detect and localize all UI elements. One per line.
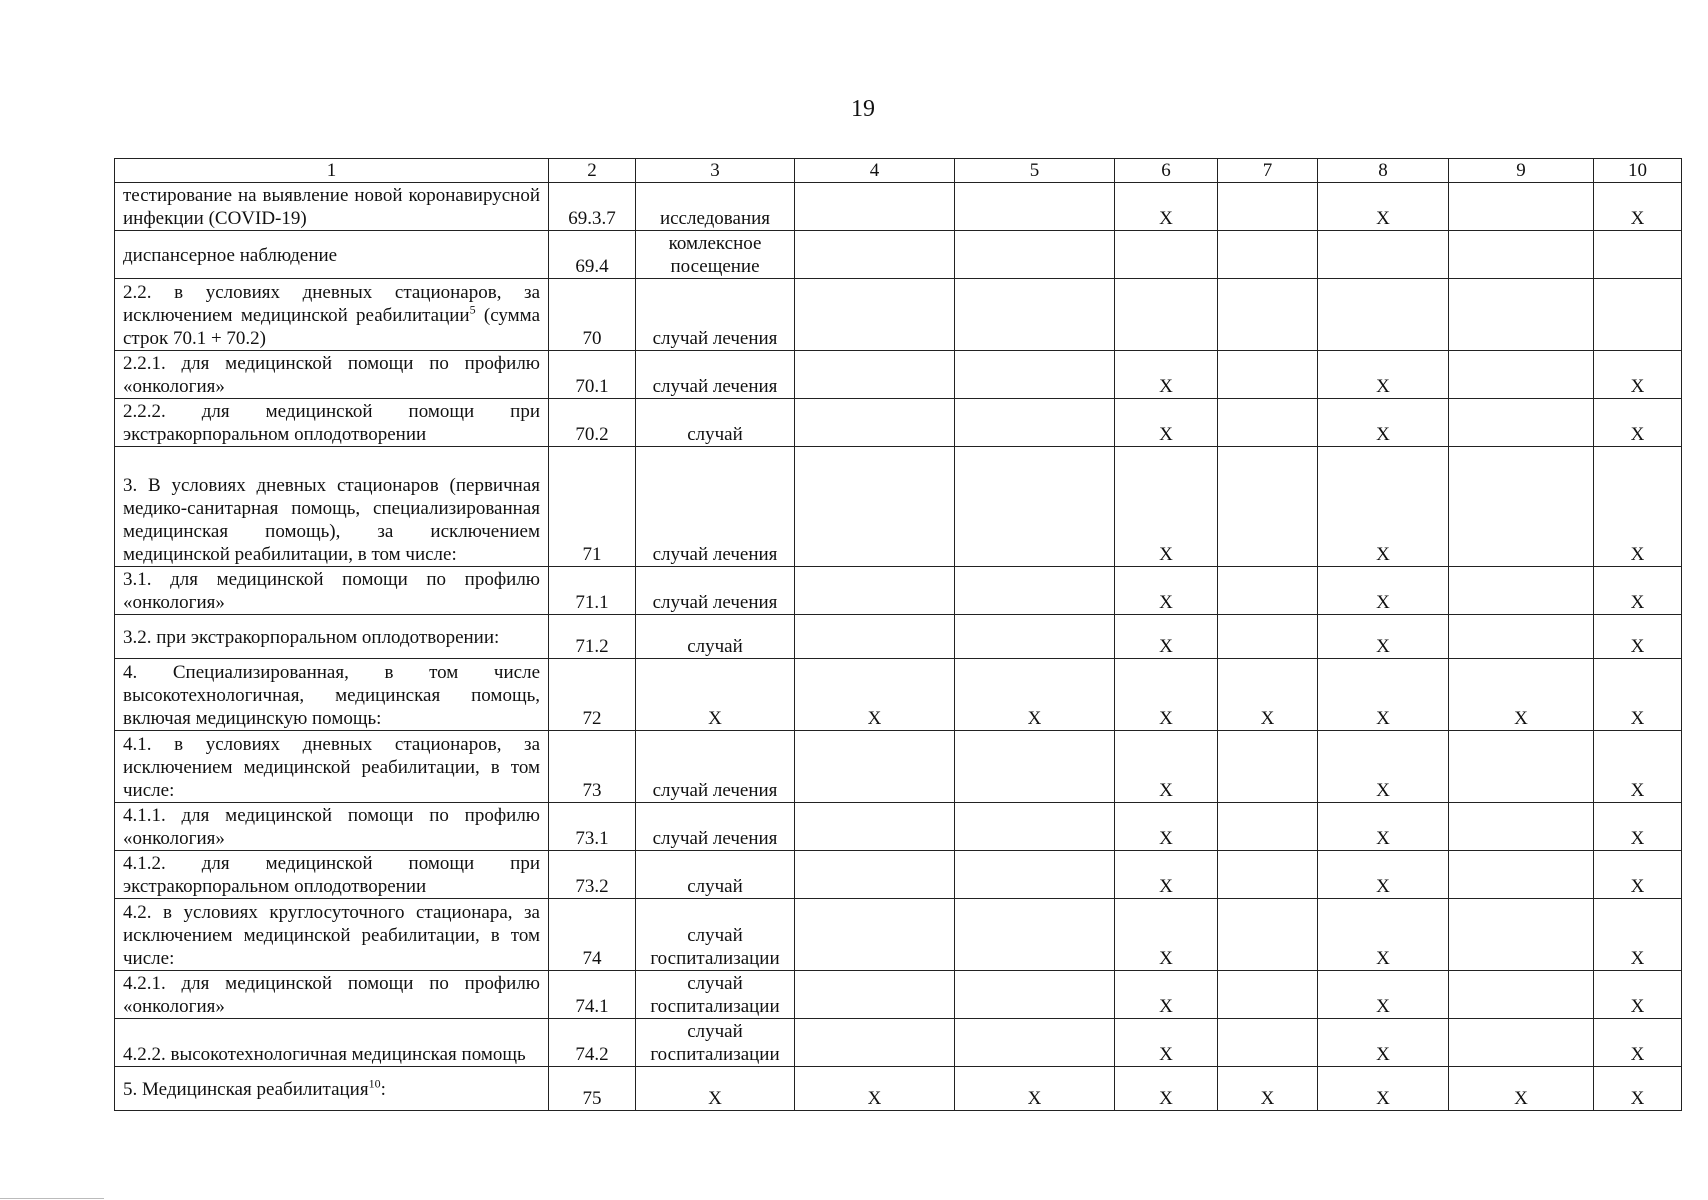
cell-col4: X	[795, 1067, 955, 1111]
row-code: 70.2	[549, 399, 636, 447]
cell-col5	[955, 231, 1115, 279]
header-cell: 7	[1218, 159, 1318, 183]
table-body	[115, 183, 1682, 1111]
header-cell: 4	[795, 159, 955, 183]
cell-col9	[1449, 1019, 1594, 1067]
cell-col8: X	[1318, 615, 1449, 659]
table-row	[115, 615, 1682, 659]
cell-col5	[955, 1019, 1115, 1067]
row-unit: комлексное посещение	[636, 231, 795, 279]
cell-col10: X	[1594, 447, 1682, 567]
cell-col7	[1218, 183, 1318, 231]
cell-col9	[1449, 351, 1594, 399]
cell-col8: X	[1318, 731, 1449, 803]
row-name: диспансерное наблюдение	[115, 231, 549, 279]
margin-mark	[0, 1198, 104, 1199]
row-code: 70.1	[549, 351, 636, 399]
row-name: 3.1. для медицинской помощи по профилю «онкология»	[115, 567, 549, 615]
row-code: 69.4	[549, 231, 636, 279]
cell-col7	[1218, 971, 1318, 1019]
cell-col7	[1218, 447, 1318, 567]
cell-col5	[955, 803, 1115, 851]
cell-col5: X	[955, 1067, 1115, 1111]
cell-col5	[955, 731, 1115, 803]
row-unit: случай госпитализации	[636, 971, 795, 1019]
cell-col7	[1218, 399, 1318, 447]
cell-col9	[1449, 615, 1594, 659]
cell-col6: X	[1115, 1019, 1218, 1067]
cell-col7	[1218, 351, 1318, 399]
cell-col6: X	[1115, 183, 1218, 231]
cell-col10: X	[1594, 399, 1682, 447]
cell-col10: X	[1594, 183, 1682, 231]
cell-col7	[1218, 615, 1318, 659]
cell-col7	[1218, 567, 1318, 615]
header-row	[115, 159, 1682, 183]
cell-col5: X	[955, 659, 1115, 731]
cell-col8: X	[1318, 899, 1449, 971]
cell-col6: X	[1115, 971, 1218, 1019]
table-row	[115, 183, 1682, 231]
cell-col9: X	[1449, 1067, 1594, 1111]
footnote-marker: 5	[469, 302, 476, 317]
cell-col9	[1449, 567, 1594, 615]
cell-col6	[1115, 231, 1218, 279]
cell-col9	[1449, 803, 1594, 851]
cell-col9	[1449, 231, 1594, 279]
cell-col8: X	[1318, 1019, 1449, 1067]
row-name-text: 2.2. в условиях дневных стационаров, за исключением медицинской реабилитации	[123, 282, 540, 326]
table-row	[115, 659, 1682, 731]
row-name: 4.1.1. для медицинской помощи по профилю «онкология»	[115, 803, 549, 851]
cell-col4	[795, 399, 955, 447]
row-unit: случай	[636, 399, 795, 447]
cell-col9	[1449, 971, 1594, 1019]
cell-col10: X	[1594, 567, 1682, 615]
cell-col5	[955, 399, 1115, 447]
cell-col4	[795, 279, 955, 351]
cell-col5	[955, 279, 1115, 351]
cell-col10: X	[1594, 659, 1682, 731]
cell-col7	[1218, 231, 1318, 279]
cell-col4	[795, 351, 955, 399]
table-row	[115, 899, 1682, 971]
cell-col4	[795, 971, 955, 1019]
row-code: 72	[549, 659, 636, 731]
cell-col5	[955, 851, 1115, 899]
header-cell: 9	[1449, 159, 1594, 183]
cell-col9	[1449, 899, 1594, 971]
cell-col8	[1318, 279, 1449, 351]
table-row	[115, 1067, 1682, 1111]
cell-col6: X	[1115, 1067, 1218, 1111]
row-name: 4.2.2. высокотехнологичная медицинская помощь	[115, 1019, 549, 1067]
cell-col5	[955, 899, 1115, 971]
table-header	[115, 159, 1682, 183]
cell-col6: X	[1115, 447, 1218, 567]
row-name-tail: (сумма строк 70.1 + 70.2)	[123, 305, 540, 349]
header-cell: 8	[1318, 159, 1449, 183]
row-unit: случай госпитализации	[636, 899, 795, 971]
row-code: 73.2	[549, 851, 636, 899]
row-name: 4.2. в условиях круглосуточного стационара, за исключением медицинской реабилитации, в том числе:	[115, 899, 549, 971]
cell-col7	[1218, 279, 1318, 351]
cell-col7	[1218, 851, 1318, 899]
table-row	[115, 1019, 1682, 1067]
row-name: 2.2.1. для медицинской помощи по профилю «онкология»	[115, 351, 549, 399]
table-row	[115, 447, 1682, 567]
cell-col4	[795, 447, 955, 567]
row-code: 74.1	[549, 971, 636, 1019]
cell-col8: X	[1318, 971, 1449, 1019]
row-code: 73.1	[549, 803, 636, 851]
table-row	[115, 851, 1682, 899]
cell-col6: X	[1115, 659, 1218, 731]
row-name: 4. Специализированная, в том числе высокотехнологичная, медицинская помощь, включая медицинскую помощь:	[115, 659, 549, 731]
cell-col10: X	[1594, 615, 1682, 659]
row-unit: случай лечения	[636, 351, 795, 399]
row-code: 74.2	[549, 1019, 636, 1067]
cell-col6: X	[1115, 351, 1218, 399]
cell-col7: X	[1218, 1067, 1318, 1111]
table-row	[115, 231, 1682, 279]
header-cell: 3	[636, 159, 795, 183]
cell-col10: X	[1594, 899, 1682, 971]
cell-col5	[955, 615, 1115, 659]
cell-col10	[1594, 231, 1682, 279]
row-code: 75	[549, 1067, 636, 1111]
row-name: 3. В условиях дневных стационаров (первичная медико-санитарная помощь, специализированная медицинская помощь), за исключением медицинской реабилитации, в том числе:	[115, 447, 549, 567]
cell-col9	[1449, 183, 1594, 231]
header-cell: 5	[955, 159, 1115, 183]
row-unit: X	[636, 1067, 795, 1111]
header-cell: 6	[1115, 159, 1218, 183]
row-unit: случай лечения	[636, 279, 795, 351]
cell-col8: X	[1318, 567, 1449, 615]
header-cell: 1	[115, 159, 549, 183]
row-name: 4.1.2. для медицинской помощи при экстракорпоральном оплодотворении	[115, 851, 549, 899]
cell-col9: X	[1449, 659, 1594, 731]
cell-col6	[1115, 279, 1218, 351]
cell-col8: X	[1318, 659, 1449, 731]
cell-col6: X	[1115, 851, 1218, 899]
row-unit: исследования	[636, 183, 795, 231]
table-row	[115, 399, 1682, 447]
cell-col6: X	[1115, 899, 1218, 971]
cell-col10: X	[1594, 851, 1682, 899]
cell-col5	[955, 351, 1115, 399]
row-unit: случай лечения	[636, 731, 795, 803]
cell-col10: X	[1594, 803, 1682, 851]
cell-col8: X	[1318, 851, 1449, 899]
row-unit: случай лечения	[636, 803, 795, 851]
cell-col6: X	[1115, 567, 1218, 615]
row-name: 4.1. в условиях дневных стационаров, за исключением медицинской реабилитации, в том числе:	[115, 731, 549, 803]
cell-col10: X	[1594, 1067, 1682, 1111]
table-row	[115, 279, 1682, 351]
cell-col9	[1449, 447, 1594, 567]
cell-col8: X	[1318, 447, 1449, 567]
cell-col8	[1318, 231, 1449, 279]
cell-col9	[1449, 399, 1594, 447]
row-unit: случай	[636, 851, 795, 899]
cell-col8: X	[1318, 183, 1449, 231]
cell-col10: X	[1594, 1019, 1682, 1067]
cell-col4	[795, 183, 955, 231]
row-name-tail: :	[380, 1078, 386, 1100]
table-row	[115, 731, 1682, 803]
row-name	[115, 1067, 549, 1111]
row-name	[115, 279, 549, 351]
cell-col6: X	[1115, 731, 1218, 803]
cell-col6: X	[1115, 399, 1218, 447]
cell-col7: X	[1218, 659, 1318, 731]
cell-col6: X	[1115, 803, 1218, 851]
cell-col4	[795, 1019, 955, 1067]
cell-col8: X	[1318, 1067, 1449, 1111]
page-number: 19	[851, 96, 875, 122]
row-name: 3.2. при экстракорпоральном оплодотворении:	[115, 615, 549, 659]
cell-col8: X	[1318, 399, 1449, 447]
cell-col4	[795, 567, 955, 615]
data-table	[114, 158, 1682, 1111]
table-row	[115, 971, 1682, 1019]
table-row	[115, 351, 1682, 399]
cell-col10	[1594, 279, 1682, 351]
cell-col9	[1449, 851, 1594, 899]
cell-col10: X	[1594, 351, 1682, 399]
cell-col4	[795, 731, 955, 803]
row-unit: X	[636, 659, 795, 731]
cell-col10: X	[1594, 971, 1682, 1019]
row-unit: случай лечения	[636, 567, 795, 615]
footnote-marker: 10	[368, 1076, 381, 1091]
cell-col4	[795, 615, 955, 659]
cell-col5	[955, 183, 1115, 231]
cell-col5	[955, 971, 1115, 1019]
cell-col7	[1218, 803, 1318, 851]
cell-col7	[1218, 1019, 1318, 1067]
row-code: 71.2	[549, 615, 636, 659]
cell-col4: X	[795, 659, 955, 731]
cell-col9	[1449, 279, 1594, 351]
cell-col5	[955, 567, 1115, 615]
cell-col7	[1218, 899, 1318, 971]
row-name: 2.2.2. для медицинской помощи при экстракорпоральном оплодотворении	[115, 399, 549, 447]
row-name: 4.2.1. для медицинской помощи по профилю «онкология»	[115, 971, 549, 1019]
row-unit: случай лечения	[636, 447, 795, 567]
row-name-text: 5. Медицинская реабилитация	[123, 1078, 369, 1100]
cell-col6: X	[1115, 615, 1218, 659]
row-code: 69.3.7	[549, 183, 636, 231]
row-unit: случай	[636, 615, 795, 659]
row-code: 71	[549, 447, 636, 567]
header-cell: 10	[1594, 159, 1682, 183]
cell-col4	[795, 851, 955, 899]
row-code: 70	[549, 279, 636, 351]
table-row	[115, 567, 1682, 615]
row-code: 71.1	[549, 567, 636, 615]
row-unit: случай госпитализации	[636, 1019, 795, 1067]
cell-col4	[795, 803, 955, 851]
cell-col9	[1449, 731, 1594, 803]
cell-col5	[955, 447, 1115, 567]
cell-col10: X	[1594, 731, 1682, 803]
cell-col4	[795, 231, 955, 279]
cell-col4	[795, 899, 955, 971]
cell-col8: X	[1318, 351, 1449, 399]
row-code: 73	[549, 731, 636, 803]
row-code: 74	[549, 899, 636, 971]
header-cell: 2	[549, 159, 636, 183]
row-name: тестирование на выявление новой коронавирусной инфекции (COVID-19)	[115, 183, 549, 231]
cell-col7	[1218, 731, 1318, 803]
cell-col8: X	[1318, 803, 1449, 851]
table-row	[115, 803, 1682, 851]
